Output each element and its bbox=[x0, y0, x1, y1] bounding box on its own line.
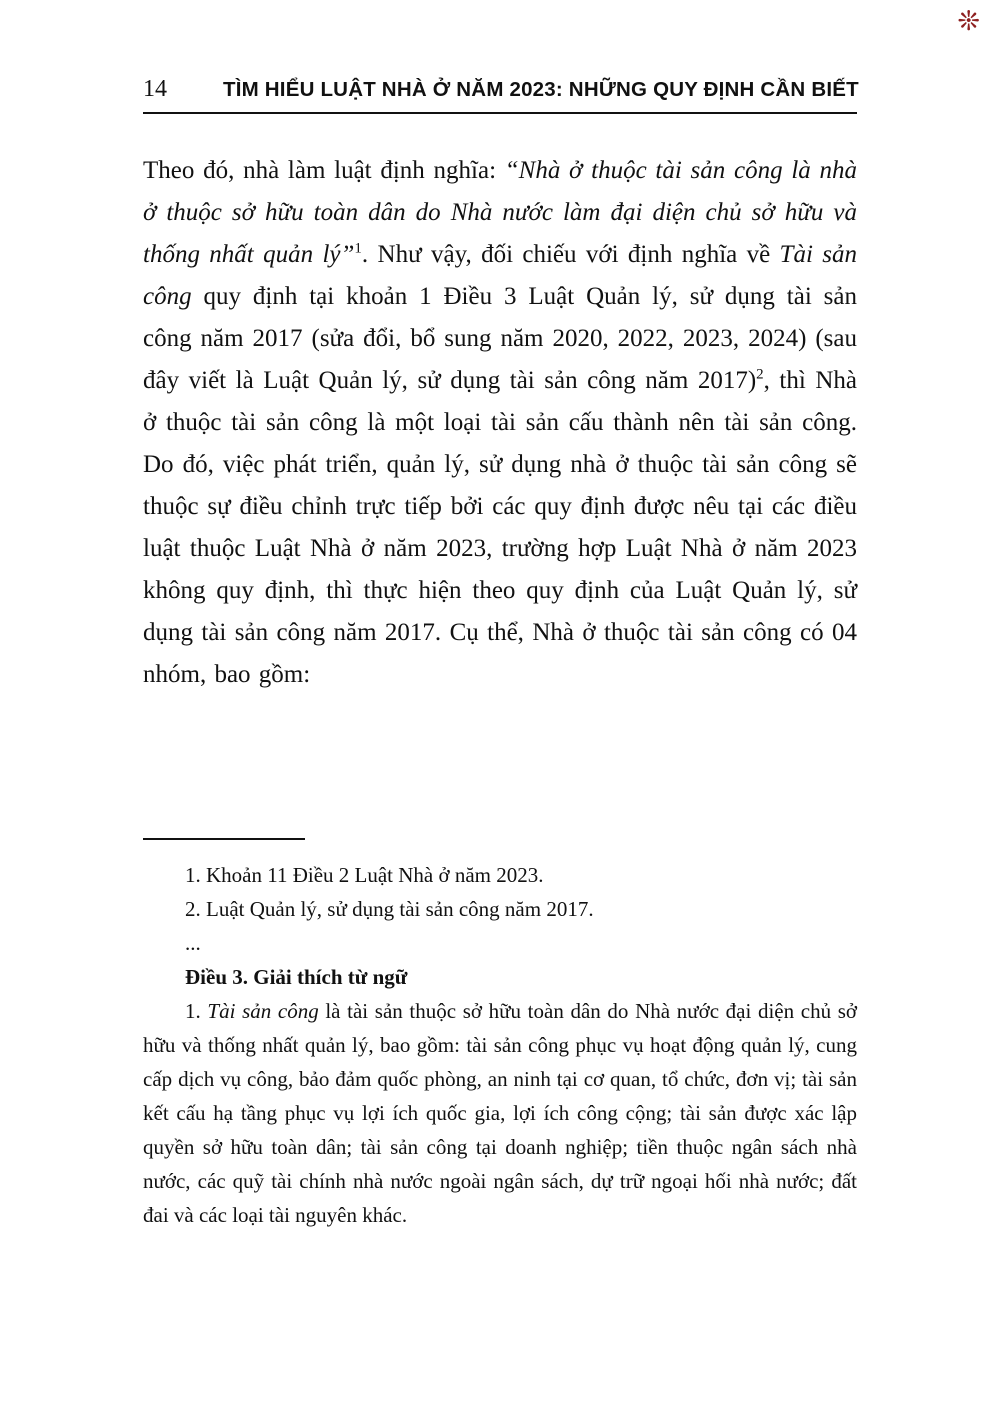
footnote-item: Điều 3. Giải thích từ ngữ bbox=[185, 965, 408, 989]
footnote-item: 2. Luật Quản lý, sử dụng tài sản công năm 2017. bbox=[185, 897, 594, 921]
footnotes-section bbox=[143, 858, 857, 1232]
footnote-item: 1. Khoản 11 Điều 2 Luật Nhà ở năm 2023. bbox=[185, 863, 544, 887]
page-number: 14 bbox=[143, 76, 167, 102]
body-paragraph: Theo đó, nhà làm luật định nghĩa: “Nhà ở thuộc tài sản công là nhà ở thuộc sở hữu toàn dân do Nhà nước làm đại diện chủ sở hữu và thống nhất quản lý”$^1$. Như vậy, đối chiếu với định nghĩa về Tài sản công quy định tại khoản 1 Điều 3 Luật Quản lý, sử dụng tài sản công năm 2017 (sửa đổi, bổ sung năm 2020, 2022, 2023, 2024) (sau đây viết là Luật Quản lý, sử dụng tài sản công năm 2017)$^2$, thì Nhà ở thuộc tài sản công là một loại tài sản cấu thành nên tài sản công. Do đó, việc phát triển, quản lý, sử dụng nhà ở thuộc tài sản công sẽ thuộc sự điều chỉnh trực tiếp bởi các quy định được nêu tại các điều luật thuộc Luật Nhà ở năm 2023, trường hợp Luật Nhà ở năm 2023 không quy định, thì thực hiện theo quy định của Luật Quản lý, sử dụng tài sản công năm 2017. Cụ thể, Nhà ở thuộc tài sản công có 04 nhóm, bao gồm: bbox=[143, 157, 857, 688]
ornament-flower-icon: ❊ bbox=[957, 6, 980, 36]
running-title: TÌM HIỂU LUẬT NHÀ Ở NĂM 2023: NHỮNG QUY ĐỊNH CẦN BIẾT bbox=[223, 78, 859, 101]
footnote-item: ... bbox=[185, 931, 201, 955]
footnote-item: 1. Tài sản công là tài sản thuộc sở hữu toàn dân do Nhà nước đại diện chủ sở hữu và thống nhất quản lý, bao gồm: tài sản công phục vụ hoạt động quản lý, cung cấp dịch vụ công, bảo đảm quốc phòng, an ninh tại cơ quan, tổ chức, đơn vị; tài sản kết cấu hạ tầng phục vụ lợi ích quốc gia, lợi ích công cộng; tài sản được xác lập quyền sở hữu toàn dân; tài sản công tại doanh nghiệp; tiền thuộc ngân sách nhà nước, các quỹ tài chính nhà nước ngoài ngân sách, dự trữ ngoại hối nhà nước; đất đai và các loại tài nguyên khác. bbox=[143, 999, 857, 1227]
page-header bbox=[143, 76, 857, 103]
header-rule bbox=[143, 112, 857, 114]
footnote-separator-rule bbox=[143, 838, 305, 840]
page-body bbox=[143, 150, 857, 696]
